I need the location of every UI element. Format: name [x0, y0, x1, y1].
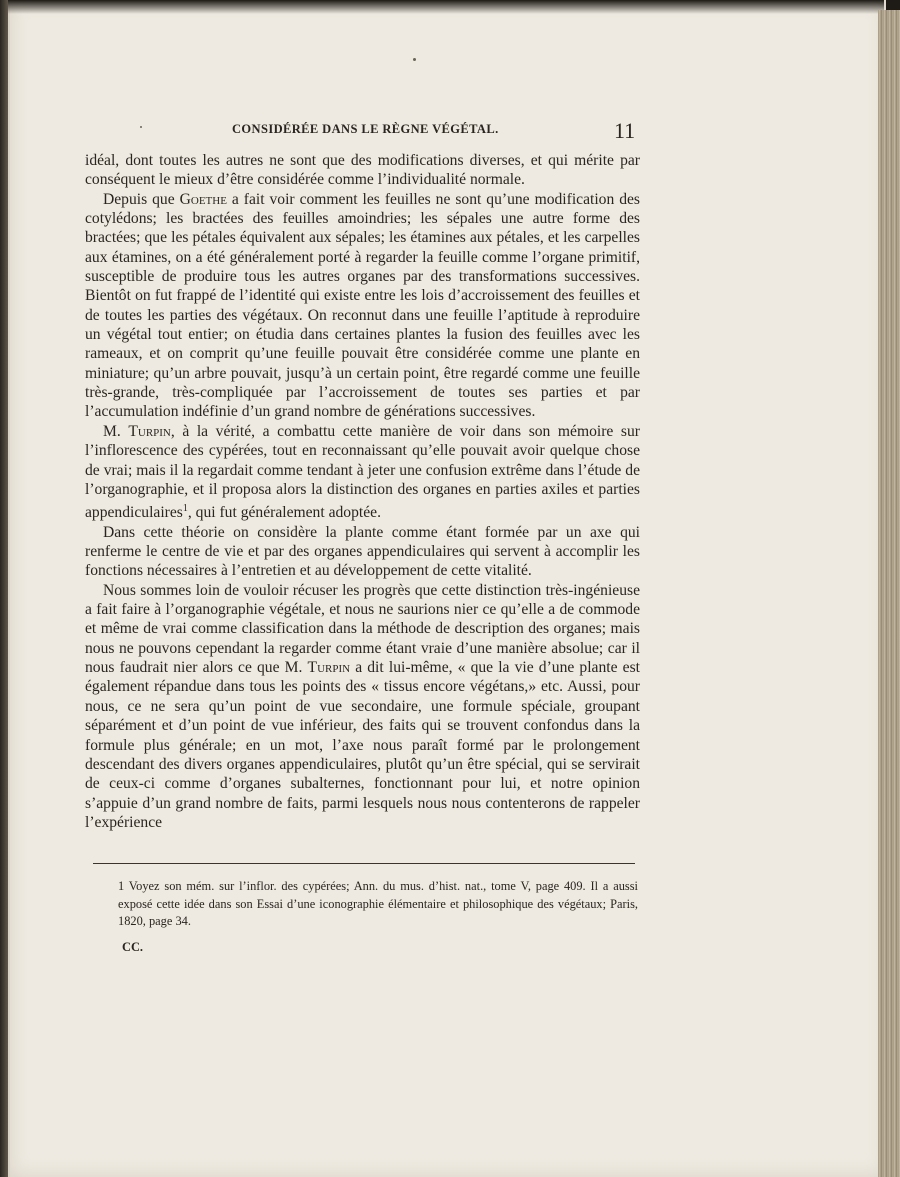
paragraph — [85, 422, 640, 523]
paragraph — [85, 523, 640, 581]
paragraph — [85, 151, 640, 190]
footnote — [118, 878, 638, 931]
paragraph-text: , à la vérité, a combattu cette manière de voir dans son mémoire sur l’inflorescence des cypérées, tout en reconnaissant qu’elle pouvait avoir quelque chose de vrai; mais il la regardait comme tendant à jeter une confusion extrême dans l’étude de l’organographie, et il proposa alors la distinction des organes en parties axiles et parties appendiculaires — [85, 422, 640, 522]
paragraph — [85, 581, 640, 832]
paragraph-text: a dit lui-même, « que la vie d’une plante est également répandue dans tous les points des « tissus encore végétans,» etc. Aussi, pour nous, ce ne sera qu’un point de vue secondaire, une formule spéciale, groupant séparément et d’un point de vue inférieur, des faits qui se trouvent confondus dans la formule plus générale; en un mot, l’axe nous paraît formé par le prolongement descendant des divers organes appendiculaires, plutôt qu’un être spécial, qui se servirait de ceux-ci comme d’organes subalternes, fonctionnant pour lui, et notre opinion s’appuie d’un grand nombre de faits, parmi lesquels nous nous contenterons de rappeler l’expérience — [85, 659, 640, 831]
paragraph-text: , qui fut généralement adoptée. — [187, 504, 381, 522]
paragraph-text: Depuis que — [103, 190, 180, 208]
page-stack-edge — [878, 10, 900, 1177]
author-name: Turpin — [307, 659, 351, 677]
author-name: Turpin — [128, 422, 171, 440]
running-head: CONSIDÉRÉE DANS LE RÈGNE VÉGÉTAL. — [232, 122, 499, 136]
footnote-text: 1 Voyez son mém. sur l’inflor. des cypérées; Ann. du mus. d’hist. nat., tome V, page 409. Il a aussi exposé cette idée dans son Essai d’une iconographie élémentaire et philosophique des végétaux; Paris, 1820, page 34. — [118, 879, 638, 928]
page-top-shadow — [8, 0, 884, 14]
paragraph — [85, 190, 640, 422]
paragraph-text: a fait voir comment les feuilles ne sont qu’une modification des cotylédons; les bractées des feuilles amoindries; les sépales une autre forme des bractées; que les pétales équivalent aux sépales; les étamines aux pétales, et les carpelles aux étamines, on a été généralement porté à regarder la feuille comme l’organe primitif, susceptible de produire tous les autres organes par des transformations successives. Bientôt on fut frappé de l’identité qui existe entre les lois d’accroissement des feuilles et de toutes les parties des végétaux. On reconnut dans une feuille l’aptitude à reproduire un végétal tout entier; on étudia dans certaines plantes la fusion des feuilles avec les rameaux, et on comprit qu’une feuille pouvait être considérée comme une plante en miniature; qu’un arbre pouvait, jusqu’à un certain point, être regardé comme une feuille très-grande, très-compliquée par l’accroissement de toutes ses parties et par l’accumulation indéfinie d’un grand nombre de générations successives. — [85, 190, 640, 421]
paragraph-text: idéal, dont toutes les autres ne sont que des modifications diverses, et qui mérite par conséquent le mieux d’être considérée comme l’individualité normale. — [85, 152, 640, 189]
footnote-reference: 1 — [182, 503, 188, 515]
paragraph-text: Dans cette théorie on considère la plante comme étant formée par un axe qui renferme le centre de vie et par des organes appendiculaires qui servent à accomplir les fonctions nécessaires à l’entretien et au développement de cette vitalité. — [85, 523, 640, 580]
signature-mark: CC. — [122, 940, 143, 954]
paper-speck — [140, 126, 142, 128]
author-name: Goethe — [179, 190, 227, 208]
body-text — [85, 151, 640, 832]
paper-speck — [413, 58, 416, 61]
page-number: 11 — [614, 118, 636, 143]
footnote-divider — [93, 863, 635, 864]
paragraph-text: M. — [103, 422, 129, 440]
paragraph-text: Nous sommes loin de vouloir récuser les progrès que cette distinction très-ingénieuse a fait faire à l’organographie végétale, et nous ne saurions nier ce qu’elle a de commode et même de vrai comme classification dans la méthode de description des organes; mais nous ne pouvons cependant la regarder comme étant vraie d’une manière absolue; car il nous faudrait nier alors ce que M. — [85, 581, 640, 677]
